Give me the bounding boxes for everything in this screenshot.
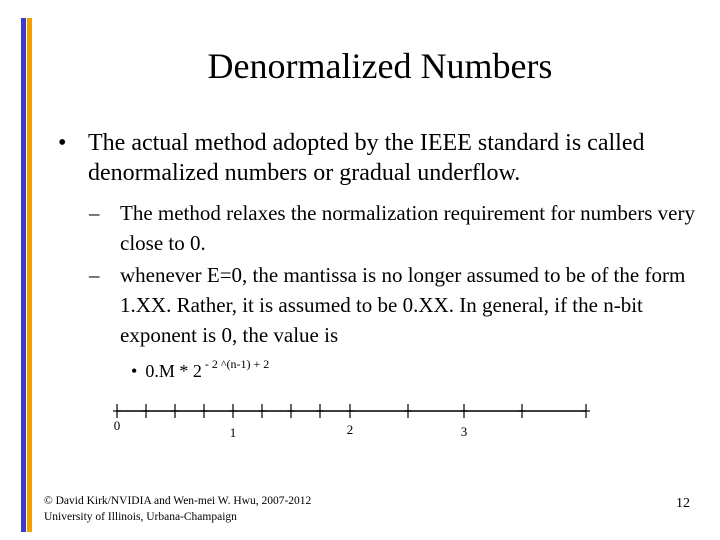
number-line-tick [346,404,354,418]
number-line-tick [316,404,324,418]
subbullet-marker: – [89,263,100,287]
number-line-label: 2 [346,422,354,437]
number-line-tick [518,404,526,418]
number-line-tick [287,404,295,418]
formula-exponent: - 2 ^(n-1) + 2 [204,357,270,371]
number-line-tick [229,404,237,418]
subbullet-text: whenever E=0, the mantissa is no longer assumed to be of the form 1.XX. Rather, it is assumed to be 0.XX. In general, if the n-bit exponent is 0, the value is [120,263,686,347]
number-line-tick [460,404,468,418]
number-line-label: 3 [460,424,468,439]
bullet-text: The actual method adopted by the IEEE standard is called denormalized numbers or gradual underflow. [88,130,645,186]
bullet-marker: • [58,130,67,156]
number-line-tick [200,404,208,418]
subbullet-marker: – [89,201,100,225]
number-line-tick [582,404,590,418]
number-line-tick [142,404,150,418]
footer-credit-line: University of Illinois, Urbana-Champaign [44,511,237,523]
formula-base: 0.M * 2 [145,361,202,381]
formula-marker: • [131,361,138,381]
footer-credit [44,493,311,525]
number-line-tick [113,404,121,418]
subbullet-text: The method relaxes the normalization requirement for numbers very close to 0. [120,201,695,255]
number-line-label: 0 [113,418,121,433]
slide-title: Denormalized Numbers [207,46,553,86]
number-line-tick [171,404,179,418]
page-number: 12 [676,496,690,511]
footer-credit-line: © David Kirk/NVIDIA and Wen-mei W. Hwu, 2007-2012 [44,495,312,507]
number-line-tick [404,404,412,418]
number-line-tick [258,404,266,418]
number-line-label: 1 [229,425,237,440]
